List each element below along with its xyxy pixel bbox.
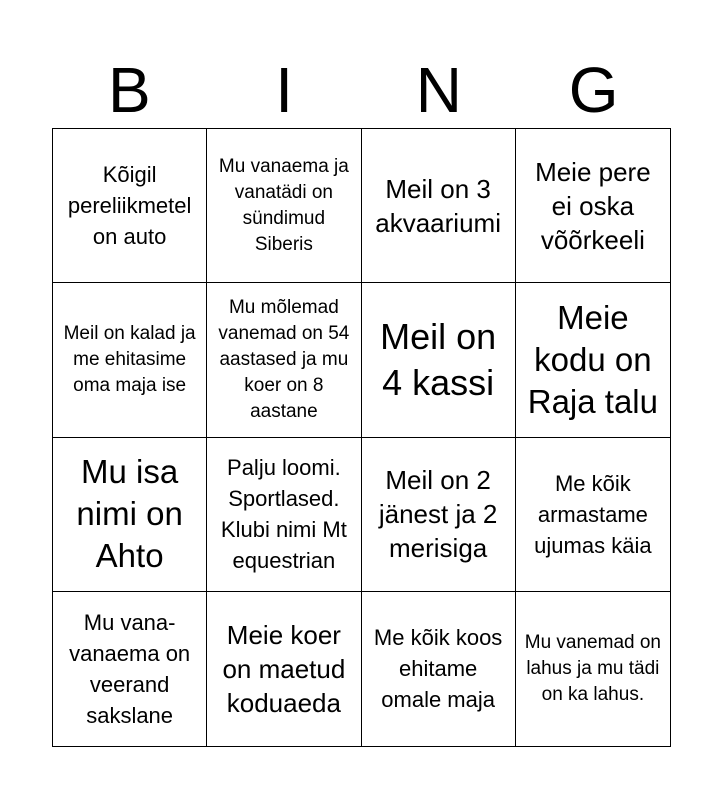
bingo-cell[interactable] <box>362 438 516 592</box>
bingo-cell-text: Meie koer on maetud koduaeda <box>222 619 346 718</box>
bingo-cell[interactable] <box>207 283 361 437</box>
bingo-cell[interactable] <box>53 129 207 283</box>
bingo-cell[interactable] <box>207 592 361 746</box>
bingo-cell-text: Kõigil pereliikmetel on auto <box>67 162 192 250</box>
bingo-cell[interactable] <box>516 438 670 592</box>
bingo-cell[interactable] <box>516 129 670 283</box>
bingo-cell-text: Me kõik koos ehitame omale maja <box>373 625 503 713</box>
bingo-cell-text: Meil on 2 jänest ja 2 merisiga <box>378 465 498 564</box>
bingo-cell[interactable] <box>207 438 361 592</box>
bingo-board <box>52 128 671 747</box>
bingo-cell[interactable] <box>362 129 516 283</box>
header-letter-g: G <box>568 54 619 126</box>
bingo-cell[interactable] <box>516 592 670 746</box>
bingo-cell-text: Palju loomi. Sportlased. Klubi nimi Mt equestrian <box>220 455 347 574</box>
bingo-cell-text: Meil on 3 akvaariumi <box>375 173 501 238</box>
bingo-cell[interactable] <box>207 129 361 283</box>
bingo-cell[interactable] <box>53 592 207 746</box>
bingo-cell[interactable] <box>53 283 207 437</box>
header-letter-n: N <box>415 54 462 126</box>
bingo-cell-text: Meil on kalad ja me ehitasime oma maja ise <box>63 322 196 396</box>
bingo-cell-text: Me kõik armastame ujumas käia <box>534 470 652 558</box>
bingo-cell-text: Meie kodu on Raja talu <box>527 298 658 420</box>
bingo-cell[interactable] <box>362 283 516 437</box>
bingo-cell-text: Mu isa nimi on Ahto <box>76 453 183 575</box>
bingo-cell[interactable] <box>53 438 207 592</box>
bingo-cell-text: Meil on 4 kassi <box>380 315 497 403</box>
bingo-cell-text: Mu vanaema ja vanatädi on sündimud Siberis <box>218 155 349 255</box>
bingo-header <box>52 52 671 128</box>
bingo-cell-text: Mu vanemad on lahus ja mu tädi on ka lahus. <box>524 631 661 705</box>
bingo-cell-text: Mu vana-vanaema on veerand sakslane <box>69 609 191 728</box>
bingo-cell-text: Mu mõlemad vanemad on 54 aastased ja mu koer on 8 aastane <box>218 296 350 422</box>
bingo-cell[interactable] <box>362 592 516 746</box>
header-letter-i: I <box>275 54 294 126</box>
bingo-cell[interactable] <box>516 283 670 437</box>
header-letter-b: B <box>108 54 151 126</box>
bingo-cell-text: Meie pere ei oska võõrkeeli <box>535 156 651 255</box>
